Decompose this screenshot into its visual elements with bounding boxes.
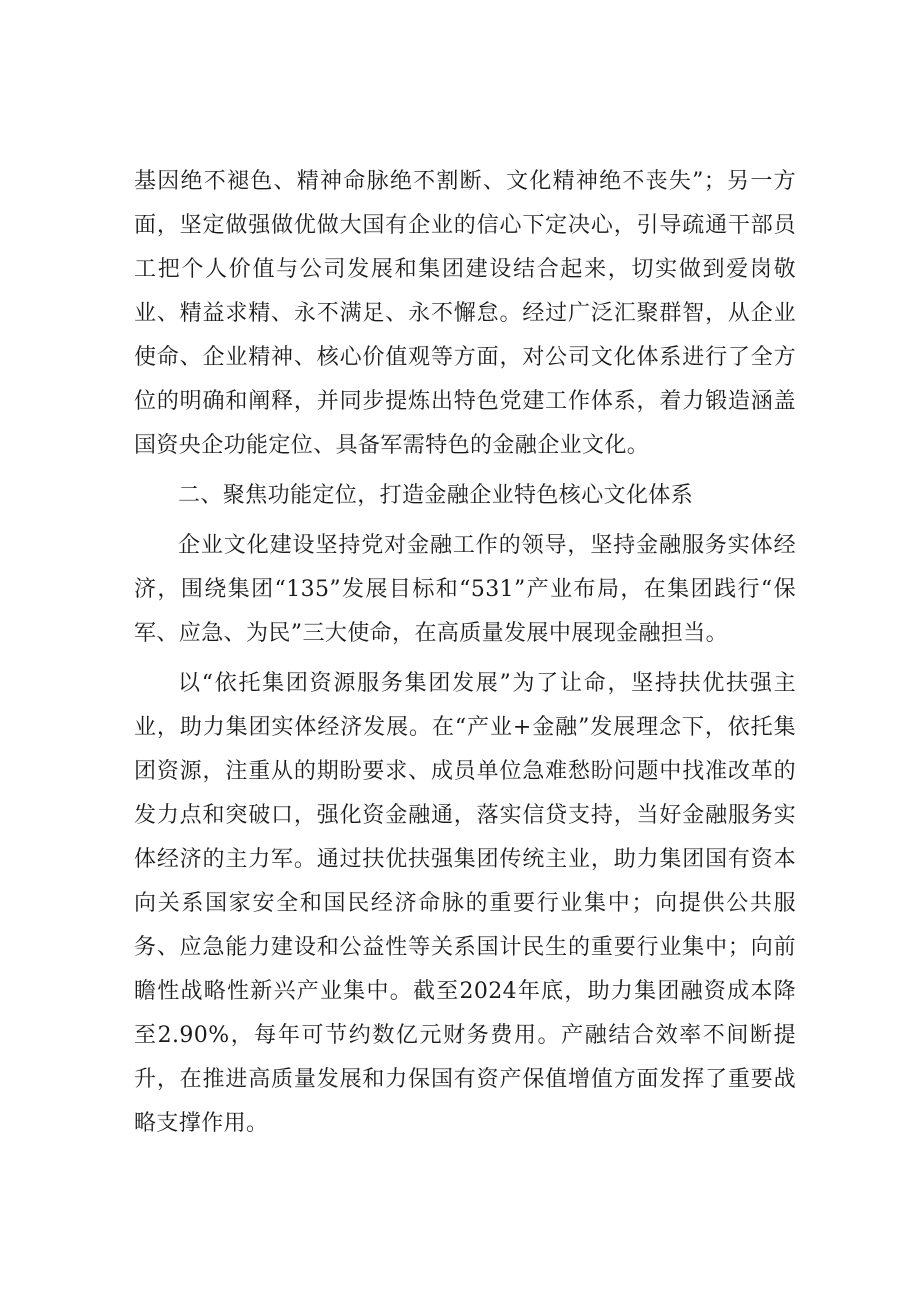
paragraph-culture-construction: 企业文化建设坚持党对金融工作的领导，坚持金融服务实体经济，围绕集团“135”发展目标和“531”产业布局，在集团践行“保军、应急、为民”三大使命，在高质量发展中展现金融担当。 [134, 533, 796, 646]
paragraph-mission: 以“依托集团资源服务集团发展”为了让命，坚持扶优扶强主业，助力集团实体经济发展。在“产业+金融”发展理念下，依托集团资源，注重从的期盼要求、成员单位急难愁盼问题中找准改革的发力点和突破口，强化资金融通，落实信贷支持，当好金融服务实体经济的主力军。通过扶优扶强集团传统主业，助力集团国有资本向关系国家安全和国民经济命脉的重要行业集中；向提供公共服务、应急能力建设和公益性等关系国计民生的重要行业集中；向前瞻性战略性新兴产业集中。截至2024年底，助力集团融资成本降至2.90%，每年可节约数亿元财务费用。产融结合效率不间断提升，在推进高质量发展和力保国有资产保值增值方面发挥了重要战略支撑作用。 [134, 671, 796, 1136]
section-heading: 二、聚焦功能定位，打造金融企业特色核心文化体系 [178, 483, 694, 508]
document-body [134, 160, 796, 1152]
paragraph-continuation: 基因绝不褪色、精神命脉绝不割断、文化精神绝不丧失”；另一方面，坚定做强做优做大国有企业的信心下定决心，引导疏通干部员工把个人价值与公司发展和集团建设结合起来，切实做到爱岗敬业、精益求精、永不满足、永不懈怠。经过广泛汇聚群智，从企业使命、企业精神、核心价值观等方面，对公司文化体系进行了全方位的明确和阐释，并同步提炼出特色党建工作体系，着力锻造涵盖国资央企功能定位、具备军需特色的金融企业文化。 [134, 169, 796, 458]
